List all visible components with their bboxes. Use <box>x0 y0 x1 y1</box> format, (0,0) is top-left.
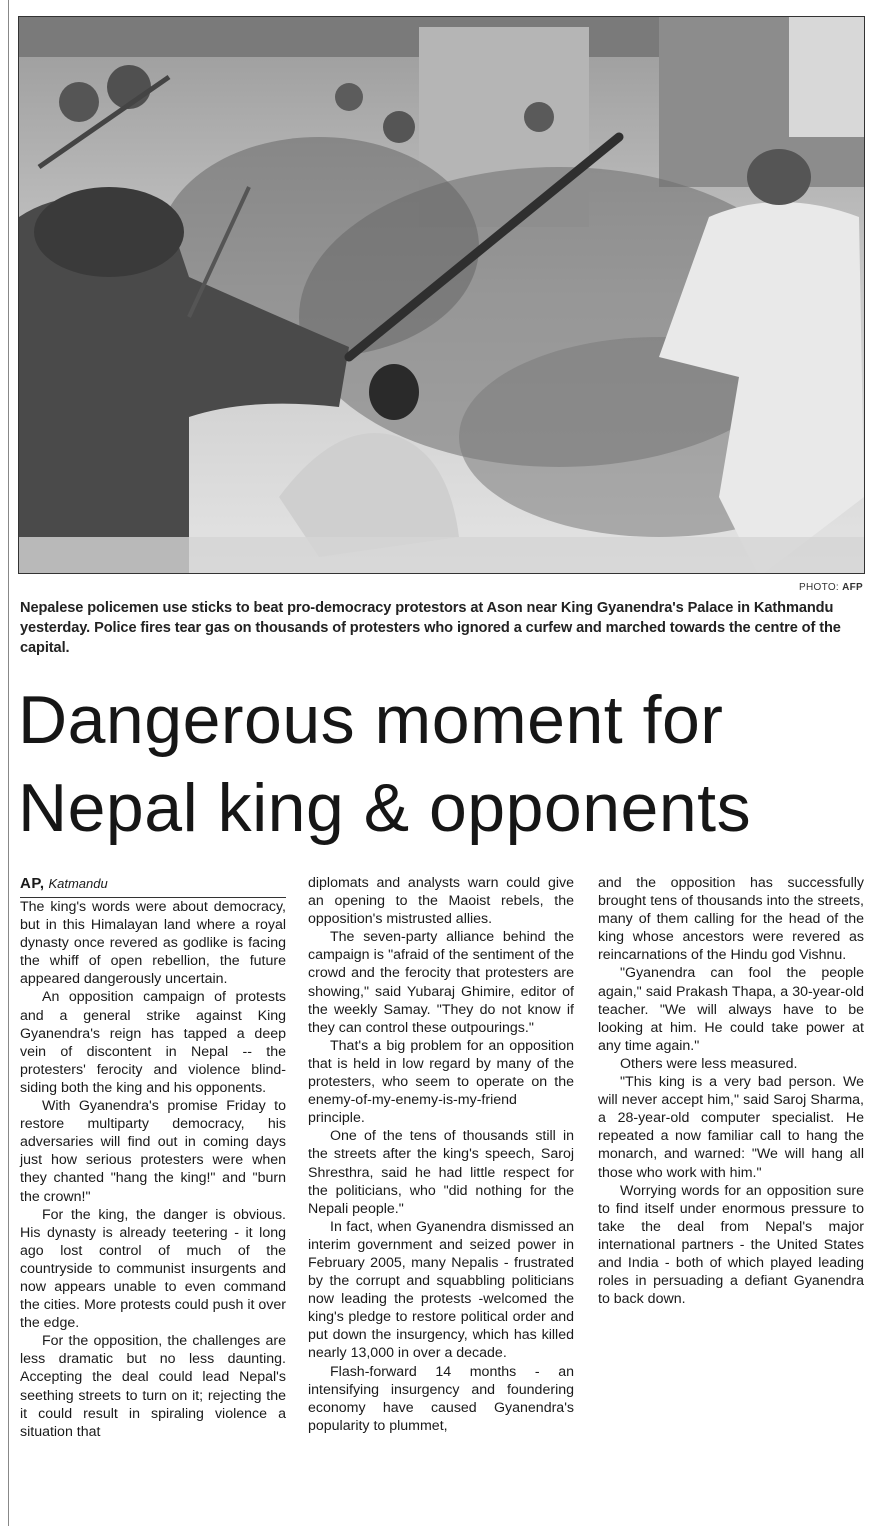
photo-credit <box>799 582 863 593</box>
page-rule-left <box>8 0 9 1526</box>
article-paragraph: The seven-party alliance behind the campaign is "afraid of the sentiment of the crowd and the ferocity that protesters are showing," said Yubaraj Ghimire, editor of the weekly Samay. "They do not know if they can control these outpourings." <box>308 929 574 1036</box>
article-paragraph: Flash-forward 14 months - an intensifying insurgency and foundering economy have caused Gyanendra's popularity to plummet, <box>308 1363 574 1434</box>
article-paragraph: An opposition campaign of protests and a general strike against King Gyanendra's reign has tapped a deep vein of discontent in Nepal -- the protesters' ferocity and violence blind-siding both the king and his opponents. <box>20 989 286 1096</box>
article-column-1 <box>20 874 286 1441</box>
news-photo <box>18 16 865 574</box>
article-paragraph: The king's words were about democracy, but in this Himalayan land where a royal dynasty once revered as godlike is facing the whiff of open rebellion, the future appeared dangerously uncertain. <box>20 899 286 988</box>
article-paragraph: That's a big problem for an opposition that is held in low regard by many of the protesters, who seem to operate on the enemy-of-my-enemy-is-my-friend principle. <box>308 1037 574 1127</box>
article-paragraph: Others were less measured. <box>620 1055 798 1072</box>
byline <box>20 874 286 898</box>
headline-line-2: Nepal king & opponents <box>18 770 752 846</box>
article-column-3 <box>598 874 864 1308</box>
article-paragraph: One of the tens of thousands still in the streets after the king's speech, Saroj Shresthra, said he had little respect for the politicians, who "did nothing for the Nepali people." <box>308 1128 574 1217</box>
byline-place: Katmandu <box>48 876 108 891</box>
article-paragraph: For the opposition, the challenges are less dramatic but no less daunting. Accepting the deal could lead Nepal's seething streets to turn on it; rejecting the it could result in spiraling violence a situation that <box>20 1333 286 1440</box>
photo-credit-agency: AFP <box>842 582 863 593</box>
article-paragraph: "Gyanendra can fool the people again," said Prakash Thapa, a 30-year-old teacher. "We will always have to be looking at him. He could take power at any time again." <box>598 965 864 1054</box>
article-paragraph: Worrying words for an opposition sure to find itself under enormous pressure to take the deal from Nepal's major international partners - the United States and India - both of which played leading roles in persuading a defiant Gyanendra to back down. <box>598 1182 864 1308</box>
headline <box>18 676 868 852</box>
article-paragraph: For the king, the danger is obvious. His dynasty is already teetering - it long ago lost control of much of the countryside to communist insurgents and now appears unable to even command the cities. More protests could push it over the edge. <box>20 1206 286 1332</box>
article-paragraph: "This king is a very bad person. We will never accept him," said Saroj Sharma, a 28-year-old computer specialist. He repeated a now familiar call to hang the monarch, and warned: "We will hang all those who work with him." <box>598 1074 864 1181</box>
headline-line-1: Dangerous moment for <box>18 682 724 758</box>
article-paragraph: and the opposition has successfully brought tens of thousands into the streets, many of them calling for the head of the king whose ancestors were revered as reincarnations of the Hindu god Vishnu. <box>598 875 864 964</box>
photo-placeholder-icon <box>19 17 864 573</box>
article-paragraph: In fact, when Gyanendra dismissed an interim government and seized power in February 2005, many Nepalis - frustrated by the corrupt and squabbling politicians now leading the protests -welcomed the king's pledge to restore political order and put down the insurgency, which has killed nearly 13,000 in over a decade. <box>308 1218 574 1362</box>
article-body <box>20 874 863 1514</box>
article-paragraph: With Gyanendra's promise Friday to restore multiparty democracy, his adversaries will find out in coming days just how serious protesters were when they chanted "hang the king!" and "burn the crown!" <box>20 1098 286 1205</box>
photo-caption: Nepalese policemen use sticks to beat pro-democracy protestors at Ason near King Gyanendra's Palace in Kathmandu yesterday. Police fires tear gas on thousands of protesters who ignored a curfew and marched towards the centre of the capital. <box>20 600 841 656</box>
photo-credit-prefix: PHOTO: <box>799 582 839 593</box>
byline-agency: AP, <box>20 875 45 892</box>
article-paragraph: diplomats and analysts warn could give an opening to the Maoist rebels, the opposition's mistrusted allies. <box>308 875 574 928</box>
article-column-2 <box>308 874 574 1435</box>
